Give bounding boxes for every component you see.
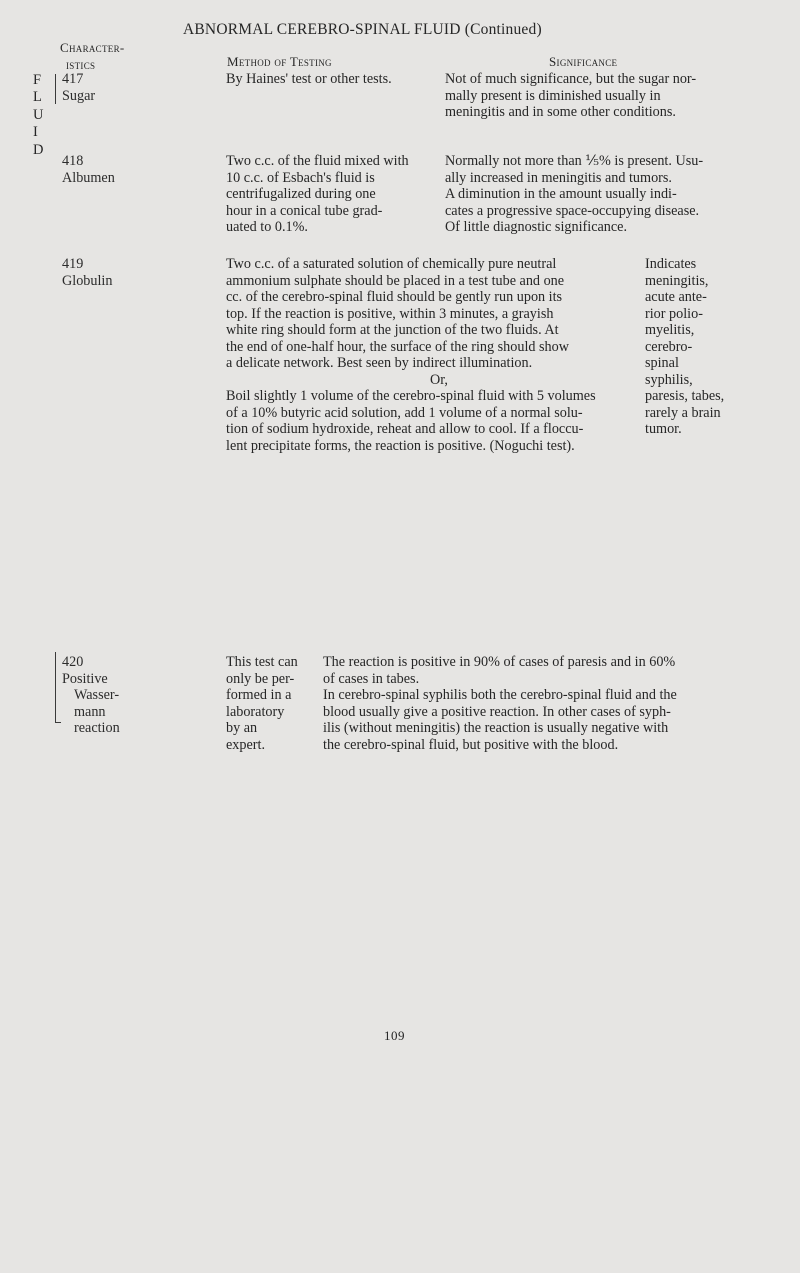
text-line: syphilis, bbox=[645, 371, 693, 388]
page-title: ABNORMAL CEREBRO-SPINAL FLUID (Continued) bbox=[183, 21, 542, 38]
entry-420-significance bbox=[323, 654, 800, 753]
text-line: centrifugalized during one bbox=[226, 186, 376, 202]
entry-name: Globulin bbox=[62, 272, 113, 289]
text-line: Indicates bbox=[645, 256, 697, 272]
entry-418-method bbox=[226, 153, 447, 236]
text-line: mally present is diminished usually in bbox=[445, 87, 661, 104]
text-line: cc. of the cerebro-spinal fluid should be gently run upon its bbox=[226, 289, 563, 305]
text-line: ammonium sulphate should be placed in a test tube and one bbox=[226, 272, 565, 289]
entry-417-significance bbox=[445, 71, 800, 121]
text-line: rior polio- bbox=[645, 305, 703, 322]
characteristics-header bbox=[60, 39, 125, 73]
text-line: 10 c.c. of Esbach's fluid is bbox=[226, 169, 375, 186]
text-line: ally increased in meningitis and tumors. bbox=[445, 169, 672, 186]
text-line: expert. bbox=[226, 736, 265, 753]
entry-number: 417 bbox=[62, 71, 84, 87]
text-line: rarely a brain bbox=[645, 404, 721, 421]
entry-420-characteristic bbox=[62, 654, 152, 737]
characteristics-header-line-1: Character- bbox=[60, 40, 125, 55]
text-line: lent precipitate forms, the reaction is positive. (Noguchi test). bbox=[226, 437, 575, 454]
text-line: top. If the reaction is positive, within 3 minutes, a grayish bbox=[226, 305, 554, 322]
text-line: uated to 0.1%. bbox=[226, 219, 308, 235]
text-line: meningitis, bbox=[645, 272, 709, 289]
text-line: myelitis, bbox=[645, 322, 695, 338]
text-line: ilis (without meningitis) the reaction is usually negative with bbox=[323, 720, 669, 736]
entry-418-characteristic bbox=[62, 153, 152, 186]
text-line: Not of much significance, but the sugar nor- bbox=[445, 71, 697, 87]
text-line: In cerebro-spinal syphilis both the cerebro-spinal fluid and the bbox=[323, 687, 677, 703]
text-line: The reaction is positive in 90% of cases of paresis and in 60% bbox=[323, 654, 676, 670]
side-letter: L bbox=[33, 89, 42, 106]
entry-number: 419 bbox=[62, 256, 84, 272]
text-line: spinal bbox=[645, 355, 679, 371]
side-letter: I bbox=[33, 124, 38, 141]
text-line: only be per- bbox=[226, 670, 295, 687]
text-line: hour in a conical tube grad- bbox=[226, 202, 383, 219]
entry-number: 420 bbox=[62, 654, 84, 670]
entry-name-line: reaction bbox=[74, 720, 120, 736]
or-separator: Or, bbox=[430, 371, 448, 388]
entry-name-line: mann bbox=[74, 703, 106, 720]
text-line: meningitis and in some other conditions. bbox=[445, 104, 676, 120]
text-line: blood usually give a positive reaction. In other cases of syph- bbox=[323, 703, 671, 720]
text-line: Two c.c. of a saturated solution of chemically pure neutral bbox=[226, 256, 557, 272]
text-line: a delicate network. Best seen by indirect illumination. bbox=[226, 355, 533, 371]
entry-name-line: Wasser- bbox=[74, 687, 120, 703]
text-line: by an bbox=[226, 720, 258, 736]
text-line: Two c.c. of the fluid mixed with bbox=[226, 153, 409, 169]
bracket-top bbox=[55, 74, 56, 104]
text-line: of a 10% butyric acid solution, add 1 volume of a normal solu- bbox=[226, 404, 583, 421]
text-line: cerebro- bbox=[645, 338, 693, 355]
entry-417-method bbox=[226, 71, 434, 88]
text-line: paresis, tabes, bbox=[645, 388, 725, 404]
characteristics-header-line-2: istics bbox=[66, 57, 96, 72]
entry-number: 418 bbox=[62, 153, 84, 169]
side-letter: F bbox=[33, 72, 42, 88]
side-letter: U bbox=[33, 106, 44, 123]
side-label-fluid bbox=[33, 72, 43, 159]
text-line: laboratory bbox=[226, 703, 285, 720]
text-line: acute ante- bbox=[645, 289, 707, 305]
entry-418-significance bbox=[445, 153, 800, 236]
entry-419-characteristic bbox=[62, 256, 152, 289]
text-line: Normally not more than ⅕% is present. Usu- bbox=[445, 153, 704, 169]
entry-419-significance bbox=[645, 256, 795, 438]
text-line: formed in a bbox=[226, 687, 292, 703]
text-line: tion of sodium hydroxide, reheat and allow to cool. If a floccu- bbox=[226, 421, 584, 437]
bracket-bottom bbox=[55, 652, 61, 723]
text-line: cates a progressive space-occupying disease. bbox=[445, 202, 700, 219]
entry-417-characteristic bbox=[62, 71, 152, 104]
entry-name-line: Positive bbox=[62, 670, 108, 687]
text-line: of cases in tabes. bbox=[323, 670, 420, 687]
entry-name: Albumen bbox=[62, 169, 115, 186]
text-line: A diminution in the amount usually indi- bbox=[445, 186, 677, 202]
method-header: Method of Testing bbox=[227, 54, 332, 69]
entry-419-method bbox=[226, 256, 652, 454]
text-line: the cerebro-spinal fluid, but positive with the blood. bbox=[323, 736, 619, 753]
page-number: 109 bbox=[384, 1028, 405, 1043]
text-line: This test can bbox=[226, 654, 298, 670]
text-line: Of little diagnostic significance. bbox=[445, 219, 628, 235]
text-line: tumor. bbox=[645, 421, 682, 437]
side-letter: D bbox=[33, 141, 44, 158]
text-line: white ring should form at the junction of the two fluids. At bbox=[226, 322, 559, 338]
text-line: the end of one-half hour, the surface of the ring should show bbox=[226, 338, 569, 355]
text-line: Boil slightly 1 volume of the cerebro-spinal fluid with 5 volumes bbox=[226, 388, 596, 404]
entry-420-method bbox=[226, 654, 334, 753]
text-line: By Haines' test or other tests. bbox=[226, 71, 392, 87]
entry-name: Sugar bbox=[62, 87, 96, 104]
significance-header: Significance bbox=[549, 54, 618, 69]
